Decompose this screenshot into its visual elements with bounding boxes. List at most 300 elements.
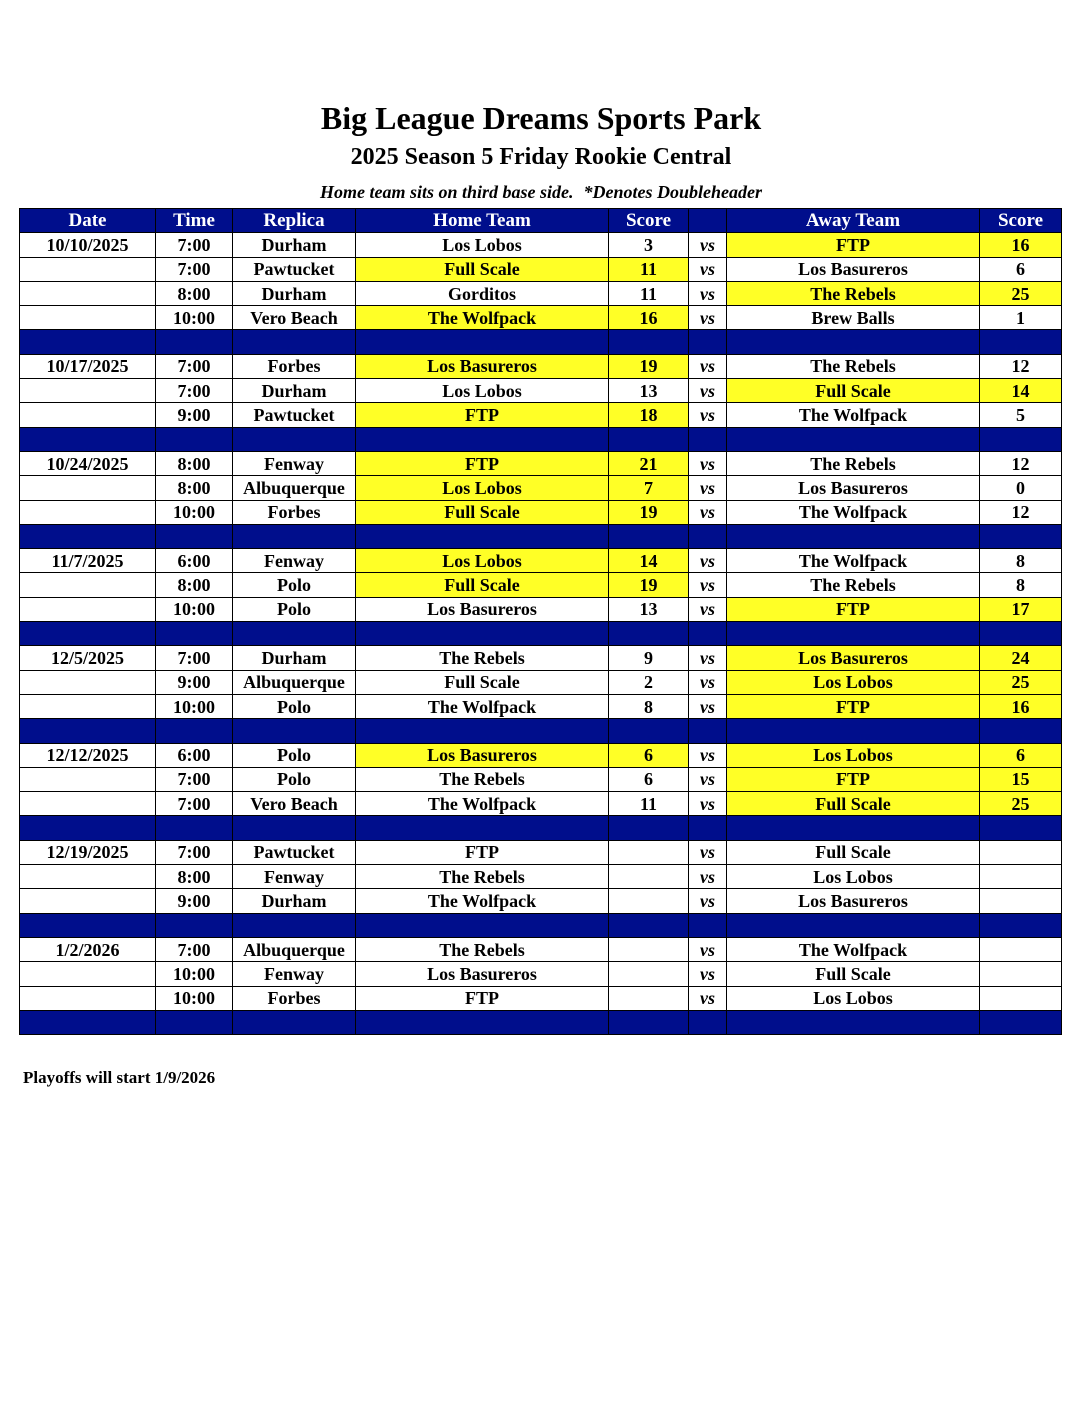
replica-cell: Durham [233,281,356,305]
separator-cell [727,622,980,646]
separator-cell [980,1010,1062,1034]
week-separator-row [20,524,1062,548]
home-score-cell [609,986,689,1010]
vs-cell: vs [689,865,727,889]
separator-cell [980,816,1062,840]
table-row [20,573,1062,597]
separator-cell [689,524,727,548]
away-team-cell: Full Scale [727,962,980,986]
home-team-cell: Los Lobos [356,549,609,573]
away-team-cell: FTP [727,694,980,718]
vs-cell: vs [689,937,727,961]
replica-cell: Pawtucket [233,840,356,864]
date-cell: 10/17/2025 [20,354,156,378]
separator-cell [156,524,233,548]
away-team-cell: Los Basureros [727,889,980,913]
vs-cell: vs [689,573,727,597]
away-score-cell [980,840,1062,864]
separator-cell [233,427,356,451]
vs-cell: vs [689,694,727,718]
separator-cell [233,622,356,646]
away-team-cell: Los Basureros [727,257,980,281]
header-row [20,209,1062,233]
time-cell: 10:00 [156,306,233,330]
separator-cell [689,427,727,451]
separator-cell [20,330,156,354]
separator-cell [356,913,609,937]
home-score-cell: 14 [609,549,689,573]
vs-cell: vs [689,379,727,403]
away-team-cell: Full Scale [727,840,980,864]
vs-cell: vs [689,986,727,1010]
home-score-cell [609,962,689,986]
separator-cell [727,816,980,840]
home-team-cell: The Rebels [356,646,609,670]
date-cell [20,306,156,330]
away-team-cell: The Wolfpack [727,549,980,573]
away-score-cell: 25 [980,281,1062,305]
time-cell: 8:00 [156,476,233,500]
home-team-cell: FTP [356,403,609,427]
home-score-cell: 18 [609,403,689,427]
replica-cell: Polo [233,573,356,597]
table-row [20,233,1062,257]
separator-cell [233,719,356,743]
away-score-cell: 16 [980,233,1062,257]
replica-cell: Albuquerque [233,670,356,694]
home-score-cell: 2 [609,670,689,694]
page-subtitle: 2025 Season 5 Friday Rookie Central [350,144,732,170]
col-date: Date [20,209,156,233]
vs-cell: vs [689,500,727,524]
home-score-cell: 8 [609,694,689,718]
home-score-cell [609,889,689,913]
away-score-cell: 5 [980,403,1062,427]
week-separator-row [20,427,1062,451]
replica-cell: Forbes [233,986,356,1010]
home-team-cell: Gorditos [356,281,609,305]
time-cell: 7:00 [156,257,233,281]
time-cell: 9:00 [156,670,233,694]
replica-cell: Polo [233,743,356,767]
home-team-cell: Los Basureros [356,743,609,767]
away-score-cell: 25 [980,792,1062,816]
vs-cell: vs [689,646,727,670]
date-cell [20,379,156,403]
date-cell [20,476,156,500]
separator-cell [609,427,689,451]
table-row [20,403,1062,427]
away-score-cell: 8 [980,573,1062,597]
time-cell: 6:00 [156,549,233,573]
table-row [20,597,1062,621]
separator-cell [233,816,356,840]
vs-cell: vs [689,743,727,767]
away-score-cell: 24 [980,646,1062,670]
away-team-cell: Los Basureros [727,646,980,670]
separator-cell [356,719,609,743]
away-team-cell: Los Lobos [727,986,980,1010]
replica-cell: Durham [233,379,356,403]
table-row [20,646,1062,670]
time-cell: 7:00 [156,354,233,378]
separator-cell [609,913,689,937]
vs-cell: vs [689,403,727,427]
separator-cell [980,427,1062,451]
separator-cell [356,622,609,646]
time-cell: 7:00 [156,233,233,257]
replica-cell: Durham [233,233,356,257]
away-score-cell: 17 [980,597,1062,621]
away-team-cell: Brew Balls [727,306,980,330]
away-score-cell [980,889,1062,913]
home-team-cell: Full Scale [356,500,609,524]
table-row [20,451,1062,475]
away-team-cell: FTP [727,233,980,257]
table-row [20,840,1062,864]
away-score-cell: 12 [980,451,1062,475]
away-team-cell: Full Scale [727,792,980,816]
table-row [20,694,1062,718]
separator-cell [156,719,233,743]
date-cell [20,865,156,889]
separator-cell [356,816,609,840]
separator-cell [727,719,980,743]
separator-cell [233,330,356,354]
separator-cell [609,816,689,840]
vs-cell: vs [689,962,727,986]
separator-cell [689,622,727,646]
separator-cell [980,330,1062,354]
home-score-cell: 6 [609,743,689,767]
replica-cell: Vero Beach [233,306,356,330]
separator-cell [20,913,156,937]
vs-cell: vs [689,792,727,816]
replica-cell: Albuquerque [233,937,356,961]
date-cell [20,962,156,986]
table-row [20,743,1062,767]
date-cell [20,986,156,1010]
vs-cell: vs [689,354,727,378]
away-team-cell: The Rebels [727,451,980,475]
away-score-cell [980,986,1062,1010]
replica-cell: Fenway [233,865,356,889]
table-row [20,962,1062,986]
time-cell: 10:00 [156,597,233,621]
home-team-cell: The Wolfpack [356,889,609,913]
home-score-cell: 9 [609,646,689,670]
away-team-cell: Full Scale [727,379,980,403]
time-cell: 8:00 [156,573,233,597]
date-cell: 1/2/2026 [20,937,156,961]
table-row [20,281,1062,305]
separator-cell [980,913,1062,937]
away-team-cell: Los Lobos [727,865,980,889]
separator-cell [980,719,1062,743]
time-cell: 8:00 [156,451,233,475]
home-score-cell [609,840,689,864]
date-cell [20,694,156,718]
week-separator-row [20,816,1062,840]
col-replica: Replica [233,209,356,233]
vs-cell: vs [689,767,727,791]
away-score-cell: 12 [980,500,1062,524]
replica-cell: Forbes [233,500,356,524]
schedule-note [0,180,1082,204]
date-cell [20,792,156,816]
home-score-cell: 16 [609,306,689,330]
away-score-cell: 15 [980,767,1062,791]
table-row [20,937,1062,961]
home-team-cell: Los Lobos [356,233,609,257]
time-cell: 9:00 [156,403,233,427]
date-cell [20,597,156,621]
week-separator-row [20,330,1062,354]
vs-cell: vs [689,233,727,257]
col-away-team: Away Team [727,209,980,233]
away-team-cell: The Rebels [727,354,980,378]
vs-cell: vs [689,840,727,864]
time-cell: 7:00 [156,840,233,864]
home-team-cell: The Rebels [356,767,609,791]
home-score-cell: 21 [609,451,689,475]
date-cell: 12/5/2025 [20,646,156,670]
week-separator-row [20,622,1062,646]
away-team-cell: The Wolfpack [727,937,980,961]
away-team-cell: Los Lobos [727,743,980,767]
table-row [20,500,1062,524]
date-cell [20,889,156,913]
replica-cell: Fenway [233,549,356,573]
col-home-team: Home Team [356,209,609,233]
date-cell: 10/10/2025 [20,233,156,257]
replica-cell: Pawtucket [233,403,356,427]
separator-cell [156,1010,233,1034]
away-team-cell: FTP [727,767,980,791]
home-score-cell: 3 [609,233,689,257]
time-cell: 10:00 [156,694,233,718]
home-team-cell: FTP [356,451,609,475]
away-team-cell: Los Lobos [727,670,980,694]
time-cell: 9:00 [156,889,233,913]
away-score-cell: 6 [980,257,1062,281]
away-score-cell [980,865,1062,889]
home-team-cell: Los Lobos [356,379,609,403]
home-score-cell: 13 [609,597,689,621]
separator-cell [356,524,609,548]
vs-cell: vs [689,476,727,500]
date-cell [20,257,156,281]
page-title: Big League Dreams Sports Park [320,100,762,136]
date-cell [20,573,156,597]
away-score-cell: 6 [980,743,1062,767]
away-score-cell: 1 [980,306,1062,330]
week-separator-row [20,719,1062,743]
table-row [20,379,1062,403]
separator-cell [609,1010,689,1034]
date-cell: 12/19/2025 [20,840,156,864]
table-row [20,257,1062,281]
time-cell: 7:00 [156,792,233,816]
home-score-cell: 11 [609,257,689,281]
date-cell [20,670,156,694]
separator-cell [156,622,233,646]
separator-cell [20,622,156,646]
separator-cell [156,330,233,354]
table-row [20,889,1062,913]
separator-cell [156,816,233,840]
away-team-cell: The Rebels [727,281,980,305]
vs-cell: vs [689,889,727,913]
time-cell: 7:00 [156,767,233,791]
home-score-cell: 19 [609,573,689,597]
separator-cell [609,524,689,548]
vs-cell: vs [689,281,727,305]
table-row [20,476,1062,500]
home-team-cell: The Wolfpack [356,694,609,718]
home-team-cell: Full Scale [356,573,609,597]
away-score-cell [980,962,1062,986]
replica-cell: Fenway [233,451,356,475]
note-doubleheader: *Denotes Doubleheader [583,182,762,202]
playoffs-note: Playoffs will start 1/9/2026 [23,1068,216,1087]
away-team-cell: FTP [727,597,980,621]
date-cell: 10/24/2025 [20,451,156,475]
time-cell: 8:00 [156,281,233,305]
date-cell [20,403,156,427]
home-team-cell: The Wolfpack [356,792,609,816]
replica-cell: Polo [233,694,356,718]
col-home-score: Score [609,209,689,233]
home-score-cell: 19 [609,354,689,378]
replica-cell: Polo [233,767,356,791]
separator-cell [156,427,233,451]
separator-cell [689,1010,727,1034]
separator-cell [20,816,156,840]
schedule-body [20,233,1062,1035]
separator-cell [233,524,356,548]
replica-cell: Albuquerque [233,476,356,500]
time-cell: 10:00 [156,500,233,524]
home-team-cell: Los Basureros [356,597,609,621]
time-cell: 7:00 [156,379,233,403]
replica-cell: Forbes [233,354,356,378]
home-team-cell: FTP [356,840,609,864]
table-row [20,354,1062,378]
home-team-cell: Full Scale [356,670,609,694]
separator-cell [689,719,727,743]
home-score-cell [609,865,689,889]
separator-cell [727,1010,980,1034]
replica-cell: Pawtucket [233,257,356,281]
separator-cell [20,524,156,548]
date-cell [20,500,156,524]
away-score-cell: 12 [980,354,1062,378]
home-score-cell: 7 [609,476,689,500]
away-score-cell: 25 [980,670,1062,694]
table-row [20,865,1062,889]
col-time: Time [156,209,233,233]
time-cell: 6:00 [156,743,233,767]
separator-cell [20,719,156,743]
separator-cell [156,913,233,937]
date-cell: 12/12/2025 [20,743,156,767]
replica-cell: Polo [233,597,356,621]
home-team-cell: Los Basureros [356,962,609,986]
home-team-cell: The Rebels [356,937,609,961]
separator-cell [609,622,689,646]
schedule-table [19,208,1062,1035]
separator-cell [727,524,980,548]
home-team-cell: The Rebels [356,865,609,889]
away-score-cell: 16 [980,694,1062,718]
away-team-cell: The Wolfpack [727,403,980,427]
separator-cell [233,1010,356,1034]
separator-cell [727,427,980,451]
vs-cell: vs [689,549,727,573]
home-score-cell: 19 [609,500,689,524]
separator-cell [356,427,609,451]
home-team-cell: The Wolfpack [356,306,609,330]
vs-cell: vs [689,451,727,475]
separator-cell [689,330,727,354]
home-score-cell: 13 [609,379,689,403]
away-score-cell: 0 [980,476,1062,500]
date-cell: 11/7/2025 [20,549,156,573]
away-score-cell [980,937,1062,961]
away-team-cell: The Wolfpack [727,500,980,524]
table-row [20,767,1062,791]
home-score-cell: 6 [609,767,689,791]
separator-cell [233,913,356,937]
away-score-cell: 14 [980,379,1062,403]
separator-cell [980,622,1062,646]
time-cell: 10:00 [156,962,233,986]
time-cell: 10:00 [156,986,233,1010]
vs-cell: vs [689,670,727,694]
separator-cell [980,524,1062,548]
time-cell: 7:00 [156,646,233,670]
separator-cell [609,330,689,354]
home-score-cell: 11 [609,281,689,305]
table-row [20,792,1062,816]
col-vs [689,209,727,233]
vs-cell: vs [689,306,727,330]
replica-cell: Fenway [233,962,356,986]
time-cell: 7:00 [156,937,233,961]
week-separator-row [20,913,1062,937]
table-row [20,549,1062,573]
separator-cell [356,330,609,354]
separator-cell [609,719,689,743]
home-team-cell: Full Scale [356,257,609,281]
away-team-cell: Los Basureros [727,476,980,500]
table-row [20,986,1062,1010]
separator-cell [356,1010,609,1034]
week-separator-row [20,1010,1062,1034]
home-score-cell [609,937,689,961]
note-home-team: Home team sits on third base side. [319,182,574,202]
away-team-cell: The Rebels [727,573,980,597]
replica-cell: Vero Beach [233,792,356,816]
table-row [20,670,1062,694]
replica-cell: Durham [233,646,356,670]
home-score-cell: 11 [609,792,689,816]
vs-cell: vs [689,257,727,281]
separator-cell [20,1010,156,1034]
home-team-cell: Los Basureros [356,354,609,378]
date-cell [20,281,156,305]
